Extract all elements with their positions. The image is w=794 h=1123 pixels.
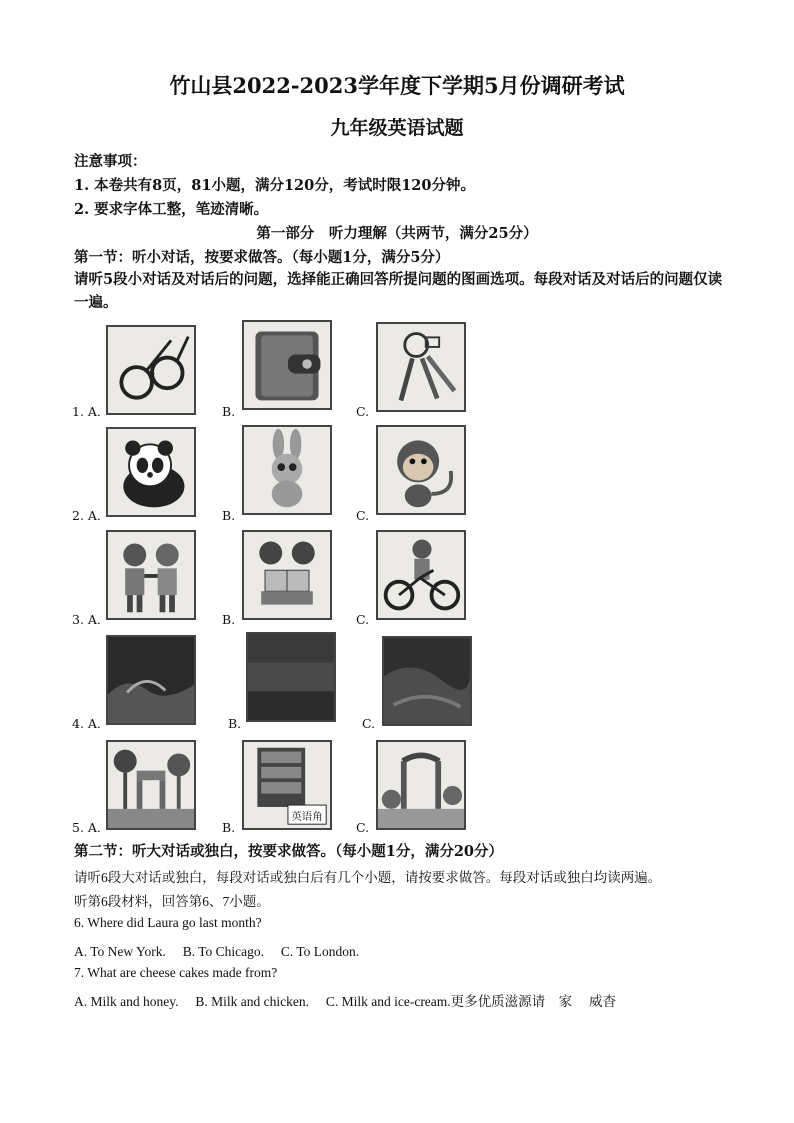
kids-reading-icon: [242, 530, 332, 620]
q7-options-row: [74, 990, 616, 1010]
dark-field-icon: [246, 632, 336, 722]
english-corner-sign: 英语角: [291, 810, 323, 823]
notes-item-2: 2. 要求字体工整，笔迹清晰。: [74, 201, 269, 218]
wallet-icon: [242, 320, 332, 410]
q2-b-label: B.: [222, 508, 236, 523]
part1-title: 第一部分 听力理解（共两节，满分25分）: [256, 225, 538, 242]
zoo-gate-icon: [376, 740, 466, 830]
section1-instruction: 请听5段小对话及对话后的问题，选择能正确回答所提问题的图画选项。每段对话及对话后的问题仅读一遍。: [74, 271, 723, 311]
q6-stem: 6. Where did Laura go last month?: [74, 915, 262, 930]
exam-subtitle: 九年级英语试题: [330, 117, 464, 139]
q6-options: A. To New York. B. To Chicago. C. To London.: [74, 944, 360, 959]
q4-c-label: C.: [362, 716, 376, 731]
q3-b-label: B.: [222, 612, 236, 627]
keys-icon: [376, 322, 466, 412]
section2-sub: 听第6段材料，回答第6、7小题。: [74, 894, 270, 909]
monkey-icon: [376, 425, 466, 515]
section2-instruction: 请听6段大对话或独白，每段对话或独白后有几个小题，请按要求做答。每段对话或独白均读两遍。: [74, 870, 662, 885]
dark-landscape-icon: [106, 635, 196, 725]
section2-title: 第二节：听大对话或独白，按要求做答。（每小题1分，满分20分）: [74, 843, 504, 860]
notes-item-1: 1. 本卷共有8页，81小题，满分120分，考试时限120分钟。: [74, 177, 475, 194]
q4-label: 4. A.: [72, 716, 101, 731]
rabbit-icon: [242, 425, 332, 515]
q3-label: 3. A.: [72, 612, 101, 627]
glasses-icon: [106, 325, 196, 415]
panda-icon: [106, 427, 196, 517]
q5-b-label: B.: [222, 820, 236, 835]
dark-sky-icon: [382, 636, 472, 726]
q3-c-label: C.: [356, 612, 370, 627]
q1-label: 1. A.: [72, 404, 101, 419]
q1-c-label: C.: [356, 404, 370, 419]
q1-b-label: B.: [222, 404, 236, 419]
q4-b-label: B.: [228, 716, 242, 731]
park-gate-icon: [106, 740, 196, 830]
q7-options: A. Milk and honey. B. Milk and chicken. C. Milk and ice-cream.: [74, 994, 451, 1009]
section1-title: 第一节：听小对话，按要求做答。（每小题1分，满分5分）: [74, 249, 450, 266]
q7-stem: 7. What are cheese cakes made from?: [74, 965, 278, 980]
notes-heading: 注意事项：: [74, 153, 147, 170]
kids-fighting-icon: [106, 530, 196, 620]
q2-c-label: C.: [356, 508, 370, 523]
english-corner-shelf-icon: [242, 740, 332, 830]
q5-label: 5. A.: [72, 820, 101, 835]
exam-title: 竹山县2022-2023学年度下学期5月份调研考试: [169, 73, 625, 98]
q2-label: 2. A.: [72, 508, 101, 523]
watermark-text: 更多优质滋源请 家 威杳: [450, 994, 617, 1009]
boy-cycling-icon: [376, 530, 466, 620]
q5-c-label: C.: [356, 820, 370, 835]
